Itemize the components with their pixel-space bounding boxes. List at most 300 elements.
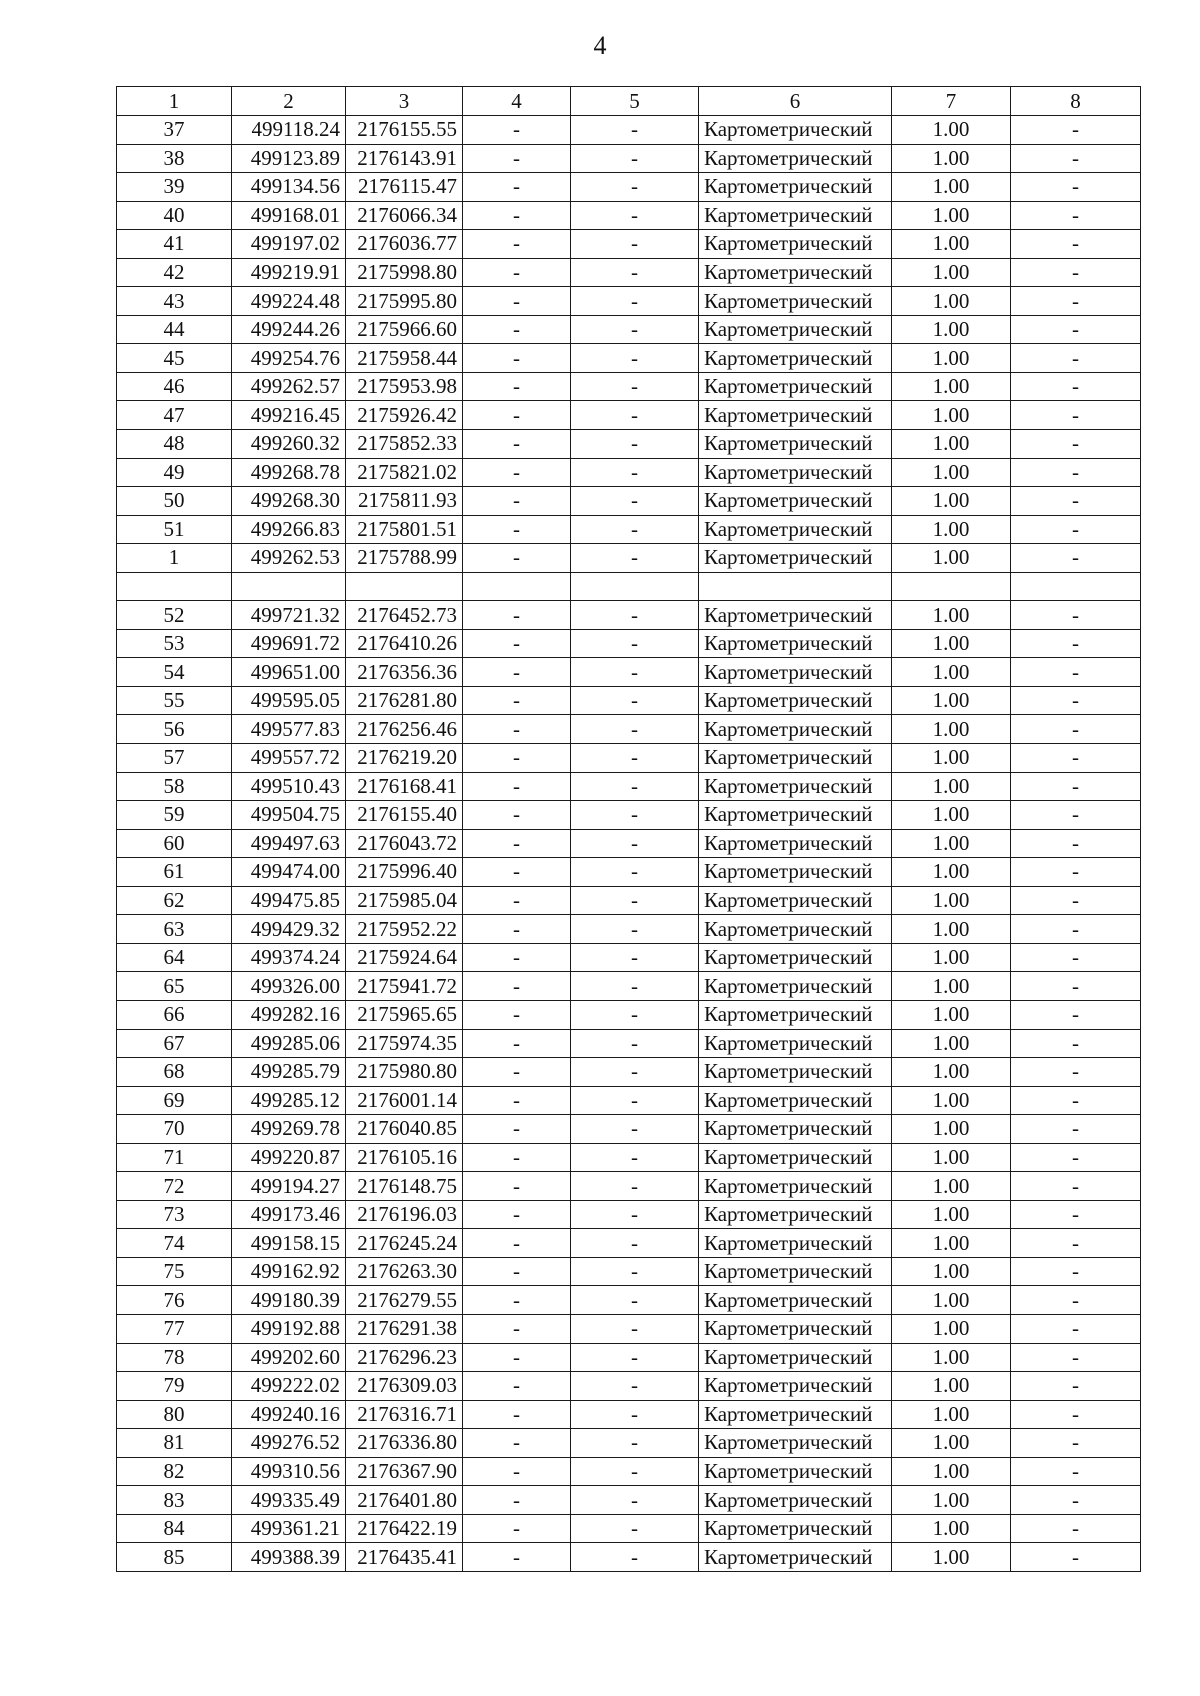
table-row bbox=[117, 1143, 1141, 1172]
col8-value-cell: - bbox=[1011, 201, 1141, 230]
point-number-cell: 61 bbox=[117, 858, 232, 887]
method-cell: Картометрический bbox=[699, 1143, 892, 1172]
col8-value-cell: - bbox=[1011, 1257, 1141, 1286]
method-cell: Картометрический bbox=[699, 858, 892, 887]
table-row bbox=[117, 658, 1141, 687]
method-cell: Картометрический bbox=[699, 629, 892, 658]
col8-value-cell: - bbox=[1011, 1172, 1141, 1201]
point-number-cell: 70 bbox=[117, 1115, 232, 1144]
col8-value-cell: - bbox=[1011, 372, 1141, 401]
col4-value-cell: - bbox=[463, 686, 571, 715]
col4-value-cell: - bbox=[463, 1514, 571, 1543]
col5-value-cell: - bbox=[571, 173, 699, 202]
method-cell: Картометрический bbox=[699, 1457, 892, 1486]
x-coordinate-cell: 499388.39 bbox=[232, 1543, 346, 1572]
point-number-cell: 53 bbox=[117, 629, 232, 658]
y-coordinate-cell: 2175941.72 bbox=[346, 972, 463, 1001]
x-coordinate-cell: 499510.43 bbox=[232, 772, 346, 801]
table-row bbox=[117, 487, 1141, 516]
col5-value-cell: - bbox=[571, 315, 699, 344]
x-coordinate-cell: 499197.02 bbox=[232, 230, 346, 259]
col8-value-cell: - bbox=[1011, 1429, 1141, 1458]
col5-value-cell: - bbox=[571, 458, 699, 487]
col4-value-cell: - bbox=[463, 258, 571, 287]
y-coordinate-cell: 2175980.80 bbox=[346, 1058, 463, 1087]
y-coordinate-cell: 2176036.77 bbox=[346, 230, 463, 259]
x-coordinate-cell: 499691.72 bbox=[232, 629, 346, 658]
column-header-6: 6 bbox=[699, 87, 892, 116]
point-number-cell: 67 bbox=[117, 1029, 232, 1058]
method-cell: Картометрический bbox=[699, 1343, 892, 1372]
col5-value-cell bbox=[571, 572, 699, 601]
column-header-7: 7 bbox=[892, 87, 1011, 116]
precision-cell: 1.00 bbox=[892, 1115, 1011, 1144]
y-coordinate-cell: 2175801.51 bbox=[346, 515, 463, 544]
col8-value-cell: - bbox=[1011, 315, 1141, 344]
point-number-cell: 58 bbox=[117, 772, 232, 801]
y-coordinate-cell: 2176336.80 bbox=[346, 1429, 463, 1458]
precision-cell: 1.00 bbox=[892, 372, 1011, 401]
x-coordinate-cell: 499285.06 bbox=[232, 1029, 346, 1058]
col8-value-cell: - bbox=[1011, 230, 1141, 259]
col5-value-cell: - bbox=[571, 1229, 699, 1258]
y-coordinate-cell: 2176196.03 bbox=[346, 1200, 463, 1229]
col8-value-cell: - bbox=[1011, 858, 1141, 887]
table-row bbox=[117, 372, 1141, 401]
col8-value-cell: - bbox=[1011, 972, 1141, 1001]
col4-value-cell: - bbox=[463, 915, 571, 944]
col4-value-cell: - bbox=[463, 1200, 571, 1229]
precision-cell: 1.00 bbox=[892, 1200, 1011, 1229]
table-row bbox=[117, 1086, 1141, 1115]
precision-cell: 1.00 bbox=[892, 1257, 1011, 1286]
point-number-cell: 65 bbox=[117, 972, 232, 1001]
table-row bbox=[117, 858, 1141, 887]
y-coordinate-cell: 2176066.34 bbox=[346, 201, 463, 230]
y-coordinate-cell: 2176356.36 bbox=[346, 658, 463, 687]
precision-cell: 1.00 bbox=[892, 1286, 1011, 1315]
col5-value-cell: - bbox=[571, 1058, 699, 1087]
point-number-cell: 66 bbox=[117, 1000, 232, 1029]
col4-value-cell: - bbox=[463, 1486, 571, 1515]
col5-value-cell: - bbox=[571, 258, 699, 287]
col4-value-cell: - bbox=[463, 1429, 571, 1458]
col4-value-cell: - bbox=[463, 1115, 571, 1144]
point-number-cell: 52 bbox=[117, 601, 232, 630]
y-coordinate-cell: 2175952.22 bbox=[346, 915, 463, 944]
point-number-cell: 74 bbox=[117, 1229, 232, 1258]
point-number-cell: 44 bbox=[117, 315, 232, 344]
method-cell: Картометрический bbox=[699, 401, 892, 430]
col4-value-cell: - bbox=[463, 487, 571, 516]
col8-value-cell: - bbox=[1011, 772, 1141, 801]
precision-cell: 1.00 bbox=[892, 601, 1011, 630]
y-coordinate-cell: 2176168.41 bbox=[346, 772, 463, 801]
x-coordinate-cell: 499504.75 bbox=[232, 801, 346, 830]
precision-cell: 1.00 bbox=[892, 1486, 1011, 1515]
col8-value-cell: - bbox=[1011, 1372, 1141, 1401]
column-header-2: 2 bbox=[232, 87, 346, 116]
col8-value-cell: - bbox=[1011, 1000, 1141, 1029]
method-cell: Картометрический bbox=[699, 430, 892, 459]
col5-value-cell: - bbox=[571, 1314, 699, 1343]
y-coordinate-cell: 2175998.80 bbox=[346, 258, 463, 287]
point-number-cell: 84 bbox=[117, 1514, 232, 1543]
point-number-cell: 42 bbox=[117, 258, 232, 287]
col5-value-cell: - bbox=[571, 287, 699, 316]
precision-cell: 1.00 bbox=[892, 658, 1011, 687]
col4-value-cell: - bbox=[463, 401, 571, 430]
table-row bbox=[117, 1514, 1141, 1543]
col4-value-cell: - bbox=[463, 943, 571, 972]
col5-value-cell: - bbox=[571, 1086, 699, 1115]
point-number-cell: 55 bbox=[117, 686, 232, 715]
header-row bbox=[117, 87, 1141, 116]
x-coordinate-cell: 499220.87 bbox=[232, 1143, 346, 1172]
method-cell: Картометрический bbox=[699, 1172, 892, 1201]
method-cell: Картометрический bbox=[699, 258, 892, 287]
table-row bbox=[117, 287, 1141, 316]
column-header-4: 4 bbox=[463, 87, 571, 116]
col4-value-cell: - bbox=[463, 515, 571, 544]
col4-value-cell: - bbox=[463, 116, 571, 145]
y-coordinate-cell: 2176296.23 bbox=[346, 1343, 463, 1372]
point-number-cell bbox=[117, 572, 232, 601]
method-cell: Картометрический bbox=[699, 144, 892, 173]
col4-value-cell: - bbox=[463, 1229, 571, 1258]
table-row bbox=[117, 1286, 1141, 1315]
col5-value-cell: - bbox=[571, 344, 699, 373]
col4-value-cell: - bbox=[463, 801, 571, 830]
table-row bbox=[117, 943, 1141, 972]
col8-value-cell: - bbox=[1011, 1229, 1141, 1258]
col4-value-cell: - bbox=[463, 201, 571, 230]
method-cell: Картометрический bbox=[699, 201, 892, 230]
table-row bbox=[117, 772, 1141, 801]
precision-cell: 1.00 bbox=[892, 943, 1011, 972]
y-coordinate-cell: 2176105.16 bbox=[346, 1143, 463, 1172]
col4-value-cell: - bbox=[463, 372, 571, 401]
y-coordinate-cell: 2176155.55 bbox=[346, 116, 463, 145]
col5-value-cell: - bbox=[571, 1286, 699, 1315]
method-cell: Картометрический bbox=[699, 372, 892, 401]
col8-value-cell: - bbox=[1011, 1143, 1141, 1172]
col5-value-cell: - bbox=[571, 943, 699, 972]
col4-value-cell: - bbox=[463, 772, 571, 801]
y-coordinate-cell: 2175985.04 bbox=[346, 886, 463, 915]
table-row bbox=[117, 572, 1141, 601]
table-row bbox=[117, 344, 1141, 373]
column-header-1: 1 bbox=[117, 87, 232, 116]
col4-value-cell: - bbox=[463, 1000, 571, 1029]
point-number-cell: 79 bbox=[117, 1372, 232, 1401]
method-cell: Картометрический bbox=[699, 1514, 892, 1543]
table-row bbox=[117, 315, 1141, 344]
precision-cell: 1.00 bbox=[892, 744, 1011, 773]
method-cell: Картометрический bbox=[699, 972, 892, 1001]
x-coordinate-cell: 499194.27 bbox=[232, 1172, 346, 1201]
precision-cell: 1.00 bbox=[892, 258, 1011, 287]
col5-value-cell: - bbox=[571, 515, 699, 544]
y-coordinate-cell: 2175852.33 bbox=[346, 430, 463, 459]
y-coordinate-cell: 2176410.26 bbox=[346, 629, 463, 658]
x-coordinate-cell: 499240.16 bbox=[232, 1400, 346, 1429]
table-row bbox=[117, 1457, 1141, 1486]
y-coordinate-cell: 2176245.24 bbox=[346, 1229, 463, 1258]
method-cell: Картометрический bbox=[699, 744, 892, 773]
method-cell: Картометрический bbox=[699, 1314, 892, 1343]
x-coordinate-cell: 499134.56 bbox=[232, 173, 346, 202]
col4-value-cell: - bbox=[463, 230, 571, 259]
table-row bbox=[117, 173, 1141, 202]
col4-value-cell: - bbox=[463, 1286, 571, 1315]
precision-cell: 1.00 bbox=[892, 230, 1011, 259]
point-number-cell: 51 bbox=[117, 515, 232, 544]
precision-cell: 1.00 bbox=[892, 858, 1011, 887]
method-cell: Картометрический bbox=[699, 1029, 892, 1058]
x-coordinate-cell: 499268.30 bbox=[232, 487, 346, 516]
x-coordinate-cell: 499219.91 bbox=[232, 258, 346, 287]
table-row bbox=[117, 1000, 1141, 1029]
table-row bbox=[117, 1372, 1141, 1401]
col4-value-cell: - bbox=[463, 972, 571, 1001]
col8-value-cell: - bbox=[1011, 1314, 1141, 1343]
table-row bbox=[117, 515, 1141, 544]
precision-cell: 1.00 bbox=[892, 1229, 1011, 1258]
precision-cell: 1.00 bbox=[892, 1314, 1011, 1343]
x-coordinate-cell: 499269.78 bbox=[232, 1115, 346, 1144]
method-cell: Картометрический bbox=[699, 1058, 892, 1087]
point-number-cell: 47 bbox=[117, 401, 232, 430]
precision-cell: 1.00 bbox=[892, 1058, 1011, 1087]
table-row bbox=[117, 886, 1141, 915]
point-number-cell: 60 bbox=[117, 829, 232, 858]
method-cell: Картометрический bbox=[699, 315, 892, 344]
precision-cell: 1.00 bbox=[892, 886, 1011, 915]
x-coordinate-cell: 499244.26 bbox=[232, 315, 346, 344]
col8-value-cell: - bbox=[1011, 915, 1141, 944]
point-number-cell: 43 bbox=[117, 287, 232, 316]
col5-value-cell: - bbox=[571, 744, 699, 773]
precision-cell: 1.00 bbox=[892, 1143, 1011, 1172]
col5-value-cell: - bbox=[571, 144, 699, 173]
table-row bbox=[117, 801, 1141, 830]
table-row bbox=[117, 715, 1141, 744]
col4-value-cell: - bbox=[463, 886, 571, 915]
table-row bbox=[117, 1172, 1141, 1201]
col8-value-cell: - bbox=[1011, 144, 1141, 173]
col5-value-cell: - bbox=[571, 1343, 699, 1372]
method-cell: Картометрический bbox=[699, 1400, 892, 1429]
col4-value-cell: - bbox=[463, 858, 571, 887]
x-coordinate-cell bbox=[232, 572, 346, 601]
col4-value-cell: - bbox=[463, 344, 571, 373]
point-number-cell: 72 bbox=[117, 1172, 232, 1201]
x-coordinate-cell: 499595.05 bbox=[232, 686, 346, 715]
precision-cell: 1.00 bbox=[892, 1029, 1011, 1058]
table-row bbox=[117, 1543, 1141, 1572]
x-coordinate-cell: 499216.45 bbox=[232, 401, 346, 430]
col8-value-cell: - bbox=[1011, 1343, 1141, 1372]
precision-cell: 1.00 bbox=[892, 144, 1011, 173]
col5-value-cell: - bbox=[571, 230, 699, 259]
col5-value-cell: - bbox=[571, 772, 699, 801]
precision-cell: 1.00 bbox=[892, 629, 1011, 658]
col8-value-cell: - bbox=[1011, 515, 1141, 544]
method-cell: Картометрический bbox=[699, 515, 892, 544]
col8-value-cell: - bbox=[1011, 487, 1141, 516]
col5-value-cell: - bbox=[571, 401, 699, 430]
precision-cell: 1.00 bbox=[892, 458, 1011, 487]
point-number-cell: 1 bbox=[117, 544, 232, 573]
precision-cell: 1.00 bbox=[892, 515, 1011, 544]
col5-value-cell: - bbox=[571, 829, 699, 858]
col8-value-cell: - bbox=[1011, 829, 1141, 858]
table-row bbox=[117, 601, 1141, 630]
col8-value-cell: - bbox=[1011, 344, 1141, 373]
table-row bbox=[117, 430, 1141, 459]
col4-value-cell: - bbox=[463, 315, 571, 344]
y-coordinate-cell: 2175821.02 bbox=[346, 458, 463, 487]
method-cell: Картометрический bbox=[699, 1000, 892, 1029]
table-row bbox=[117, 1229, 1141, 1258]
col8-value-cell: - bbox=[1011, 629, 1141, 658]
table-row bbox=[117, 401, 1141, 430]
column-header-5: 5 bbox=[571, 87, 699, 116]
col4-value-cell: - bbox=[463, 601, 571, 630]
x-coordinate-cell: 499497.63 bbox=[232, 829, 346, 858]
point-number-cell: 50 bbox=[117, 487, 232, 516]
y-coordinate-cell: 2176143.91 bbox=[346, 144, 463, 173]
x-coordinate-cell: 499310.56 bbox=[232, 1457, 346, 1486]
x-coordinate-cell: 499282.16 bbox=[232, 1000, 346, 1029]
x-coordinate-cell: 499168.01 bbox=[232, 201, 346, 230]
table-row bbox=[117, 1343, 1141, 1372]
x-coordinate-cell: 499326.00 bbox=[232, 972, 346, 1001]
method-cell: Картометрический bbox=[699, 1229, 892, 1258]
x-coordinate-cell: 499266.83 bbox=[232, 515, 346, 544]
col5-value-cell: - bbox=[571, 116, 699, 145]
x-coordinate-cell: 499285.79 bbox=[232, 1058, 346, 1087]
y-coordinate-cell: 2176281.80 bbox=[346, 686, 463, 715]
col5-value-cell: - bbox=[571, 1486, 699, 1515]
col8-value-cell: - bbox=[1011, 601, 1141, 630]
x-coordinate-cell: 499374.24 bbox=[232, 943, 346, 972]
x-coordinate-cell: 499123.89 bbox=[232, 144, 346, 173]
y-coordinate-cell bbox=[346, 572, 463, 601]
point-number-cell: 77 bbox=[117, 1314, 232, 1343]
col8-value-cell: - bbox=[1011, 1286, 1141, 1315]
col5-value-cell: - bbox=[571, 1514, 699, 1543]
table-row bbox=[117, 686, 1141, 715]
precision-cell: 1.00 bbox=[892, 915, 1011, 944]
method-cell: Картометрический bbox=[699, 544, 892, 573]
y-coordinate-cell: 2176256.46 bbox=[346, 715, 463, 744]
precision-cell: 1.00 bbox=[892, 201, 1011, 230]
column-header-3: 3 bbox=[346, 87, 463, 116]
point-number-cell: 57 bbox=[117, 744, 232, 773]
method-cell: Картометрический bbox=[699, 658, 892, 687]
table-row bbox=[117, 1400, 1141, 1429]
x-coordinate-cell: 499262.57 bbox=[232, 372, 346, 401]
col4-value-cell: - bbox=[463, 1172, 571, 1201]
precision-cell: 1.00 bbox=[892, 344, 1011, 373]
method-cell: Картометрический bbox=[699, 287, 892, 316]
col5-value-cell: - bbox=[571, 658, 699, 687]
y-coordinate-cell: 2176155.40 bbox=[346, 801, 463, 830]
point-number-cell: 63 bbox=[117, 915, 232, 944]
col8-value-cell: - bbox=[1011, 1400, 1141, 1429]
method-cell: Картометрический bbox=[699, 801, 892, 830]
y-coordinate-cell: 2176148.75 bbox=[346, 1172, 463, 1201]
col8-value-cell: - bbox=[1011, 1058, 1141, 1087]
x-coordinate-cell: 499285.12 bbox=[232, 1086, 346, 1115]
col8-value-cell: - bbox=[1011, 744, 1141, 773]
precision-cell: 1.00 bbox=[892, 430, 1011, 459]
point-number-cell: 80 bbox=[117, 1400, 232, 1429]
table-row bbox=[117, 1058, 1141, 1087]
precision-cell: 1.00 bbox=[892, 1457, 1011, 1486]
point-number-cell: 54 bbox=[117, 658, 232, 687]
col4-value-cell: - bbox=[463, 1257, 571, 1286]
precision-cell: 1.00 bbox=[892, 686, 1011, 715]
point-number-cell: 82 bbox=[117, 1457, 232, 1486]
col5-value-cell: - bbox=[571, 487, 699, 516]
col5-value-cell: - bbox=[571, 1029, 699, 1058]
col4-value-cell: - bbox=[463, 715, 571, 744]
col4-value-cell: - bbox=[463, 658, 571, 687]
table-row bbox=[117, 201, 1141, 230]
table-row bbox=[117, 829, 1141, 858]
point-number-cell: 40 bbox=[117, 201, 232, 230]
col8-value-cell bbox=[1011, 572, 1141, 601]
y-coordinate-cell: 2176115.47 bbox=[346, 173, 463, 202]
x-coordinate-cell: 499224.48 bbox=[232, 287, 346, 316]
point-number-cell: 85 bbox=[117, 1543, 232, 1572]
col5-value-cell: - bbox=[571, 201, 699, 230]
precision-cell: 1.00 bbox=[892, 1372, 1011, 1401]
col4-value-cell: - bbox=[463, 458, 571, 487]
precision-cell: 1.00 bbox=[892, 1429, 1011, 1458]
coordinates-table bbox=[116, 86, 1141, 1572]
table-row bbox=[117, 458, 1141, 487]
method-cell: Картометрический bbox=[699, 686, 892, 715]
y-coordinate-cell: 2175788.99 bbox=[346, 544, 463, 573]
col5-value-cell: - bbox=[571, 1457, 699, 1486]
col5-value-cell: - bbox=[571, 886, 699, 915]
col8-value-cell: - bbox=[1011, 886, 1141, 915]
point-number-cell: 39 bbox=[117, 173, 232, 202]
col5-value-cell: - bbox=[571, 544, 699, 573]
table-header bbox=[117, 87, 1141, 116]
precision-cell: 1.00 bbox=[892, 544, 1011, 573]
precision-cell: 1.00 bbox=[892, 715, 1011, 744]
col4-value-cell: - bbox=[463, 1400, 571, 1429]
method-cell: Картометрический bbox=[699, 487, 892, 516]
col4-value-cell: - bbox=[463, 144, 571, 173]
method-cell: Картометрический bbox=[699, 772, 892, 801]
table-row bbox=[117, 1200, 1141, 1229]
table-row bbox=[117, 1486, 1141, 1515]
method-cell: Картометрический bbox=[699, 1429, 892, 1458]
method-cell: Картометрический bbox=[699, 116, 892, 145]
method-cell: Картометрический bbox=[699, 601, 892, 630]
point-number-cell: 45 bbox=[117, 344, 232, 373]
y-coordinate-cell: 2175965.65 bbox=[346, 1000, 463, 1029]
method-cell bbox=[699, 572, 892, 601]
y-coordinate-cell: 2175811.93 bbox=[346, 487, 463, 516]
method-cell: Картометрический bbox=[699, 829, 892, 858]
